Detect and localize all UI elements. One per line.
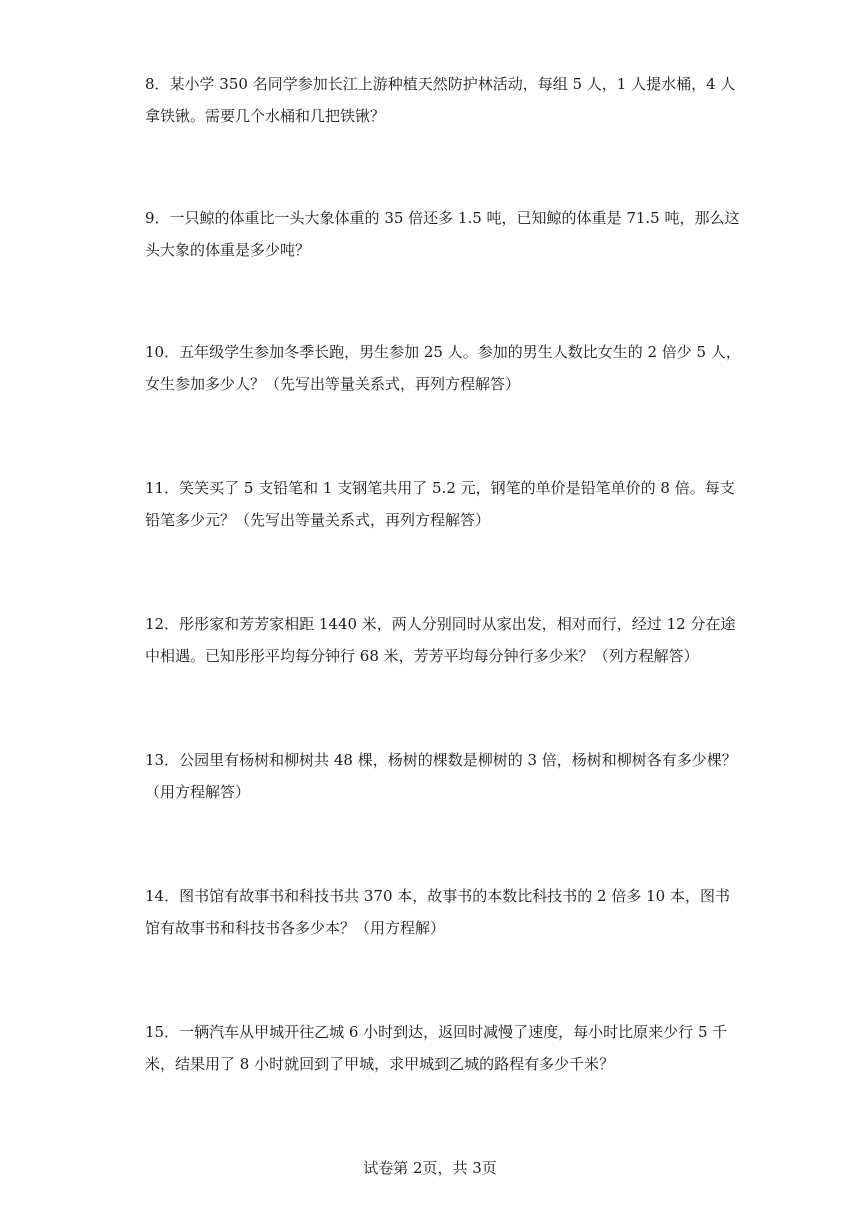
question-12-line-2: 中相遇。已知彤彤平均每分钟行 68 米，芳芳平均每分钟行多少米？（列方程解答） [145,647,699,665]
question-9 [145,202,740,266]
question-10-line-1: 10．五年级学生参加冬季长跑，男生参加 25 人。参加的男生人数比女生的 2 倍少 5 人， [145,343,741,361]
question-14-line-2: 馆有故事书和科技书各多少本？（用方程解） [145,919,446,937]
question-9-line-1: 9．一只鲸的体重比一头大象体重的 35 倍还多 1.5 吨，已知鲸的体重是 71.5 吨，那么这 [145,209,740,227]
question-8-line-2: 拿铁锹。需要几个水桶和几把铁锹？ [145,107,386,125]
question-8-line-1: 8．某小学 350 名同学参加长江上游种植天然防护林活动，每组 5 人，1 人提水桶，4 人 [145,75,736,93]
question-13-line-1: 13．公园里有杨树和柳树共 48 棵，杨树的棵数是柳树的 3 倍，杨树和柳树各有多少棵？ [145,751,737,769]
question-12 [145,608,736,672]
question-11 [145,472,735,536]
question-8 [145,68,736,132]
page-number-label: 试卷第 2页，共 3页 [363,1159,497,1177]
question-14 [145,880,730,944]
question-15-line-1: 15．一辆汽车从甲城开往乙城 6 小时到达，返回时减慢了速度，每小时比原来少行 5 千 [145,1023,728,1041]
question-10-line-2: 女生参加多少人？（先写出等量关系式，再列方程解答） [145,375,521,393]
question-13-line-2: （用方程解答） [145,783,251,801]
question-14-line-1: 14．图书馆有故事书和科技书共 370 本，故事书的本数比科技书的 2 倍多 10 本，图书 [145,887,730,905]
question-10 [145,336,741,400]
question-9-line-2: 头大象的体重是多少吨？ [145,241,311,259]
question-15-line-2: 米，结果用了 8 小时就回到了甲城，求甲城到乙城的路程有多少千米？ [145,1055,615,1073]
question-15 [145,1016,728,1080]
question-11-line-1: 11．笑笑买了 5 支铅笔和 1 支钢笔共用了 5.2 元，钢笔的单价是铅笔单价的 8 倍。每支 [145,479,735,497]
question-13 [145,744,737,808]
question-12-line-1: 12．彤彤家和芳芳家相距 1440 米，两人分别同时从家出发，相对而行，经过 12 分在途 [145,615,736,633]
question-11-line-2: 铅笔多少元？（先写出等量关系式，再列方程解答） [145,511,491,529]
page-footer [0,1158,860,1178]
